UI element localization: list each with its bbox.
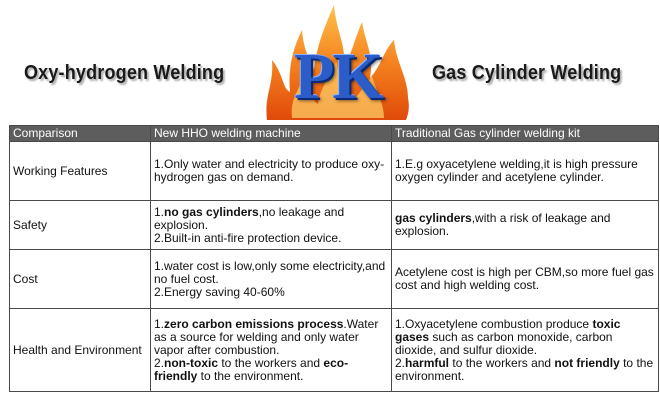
row-label: Cost: [10, 250, 151, 309]
header-gas: Traditional Gas cylinder welding kit: [392, 126, 659, 142]
gas-cell: Acetylene cost is high per CBM,so more fuel gas cost and high welding cost.: [392, 250, 659, 309]
gas-cell: 1.E.g oxyacetylene welding,it is high pressure oxygen cylinder and acetylene cylinder.: [392, 142, 659, 201]
table-row: [10, 201, 659, 250]
right-title: Gas Cylinder Welding: [432, 62, 622, 84]
table-row: [10, 142, 659, 201]
header-hho: New HHO welding machine: [151, 126, 392, 142]
table-row: [10, 309, 659, 392]
table-row: [10, 250, 659, 309]
banner: [0, 0, 660, 125]
hho-cell: 1.Only water and electricity to produce oxy-hydrogen gas on demand.: [151, 142, 392, 201]
hho-cell: 1.water cost is low,only some electricity,and no fuel cost. 2.Energy saving 40-60%: [151, 250, 392, 309]
gas-cell: 1.Oxyacetylene combustion produce toxic gases such as carbon monoxide, carbon dioxide, and sulfur dioxide. 2.harmful to the workers and not friendly to the environment.: [392, 309, 659, 392]
comparison-table: [9, 125, 659, 392]
hho-cell: 1.no gas cylinders,no leakage and explosion. 2.Built-in anti-fire protection device.: [151, 201, 392, 250]
row-label: Health and Environment: [10, 309, 151, 392]
hho-cell: 1.zero carbon emissions process.Water as a source for welding and only water vapor after combustion. 2.non-toxic to the workers and eco-friendly to the environment.: [151, 309, 392, 392]
left-title: Oxy-hydrogen Welding: [24, 62, 225, 84]
header-comparison: Comparison: [10, 126, 151, 142]
table-header-row: [10, 126, 659, 142]
row-label: Working Features: [10, 142, 151, 201]
row-label: Safety: [10, 201, 151, 250]
pk-logo-text: PK: [294, 40, 382, 113]
gas-cell: gas cylinders,with a risk of leakage and explosion.: [392, 201, 659, 250]
